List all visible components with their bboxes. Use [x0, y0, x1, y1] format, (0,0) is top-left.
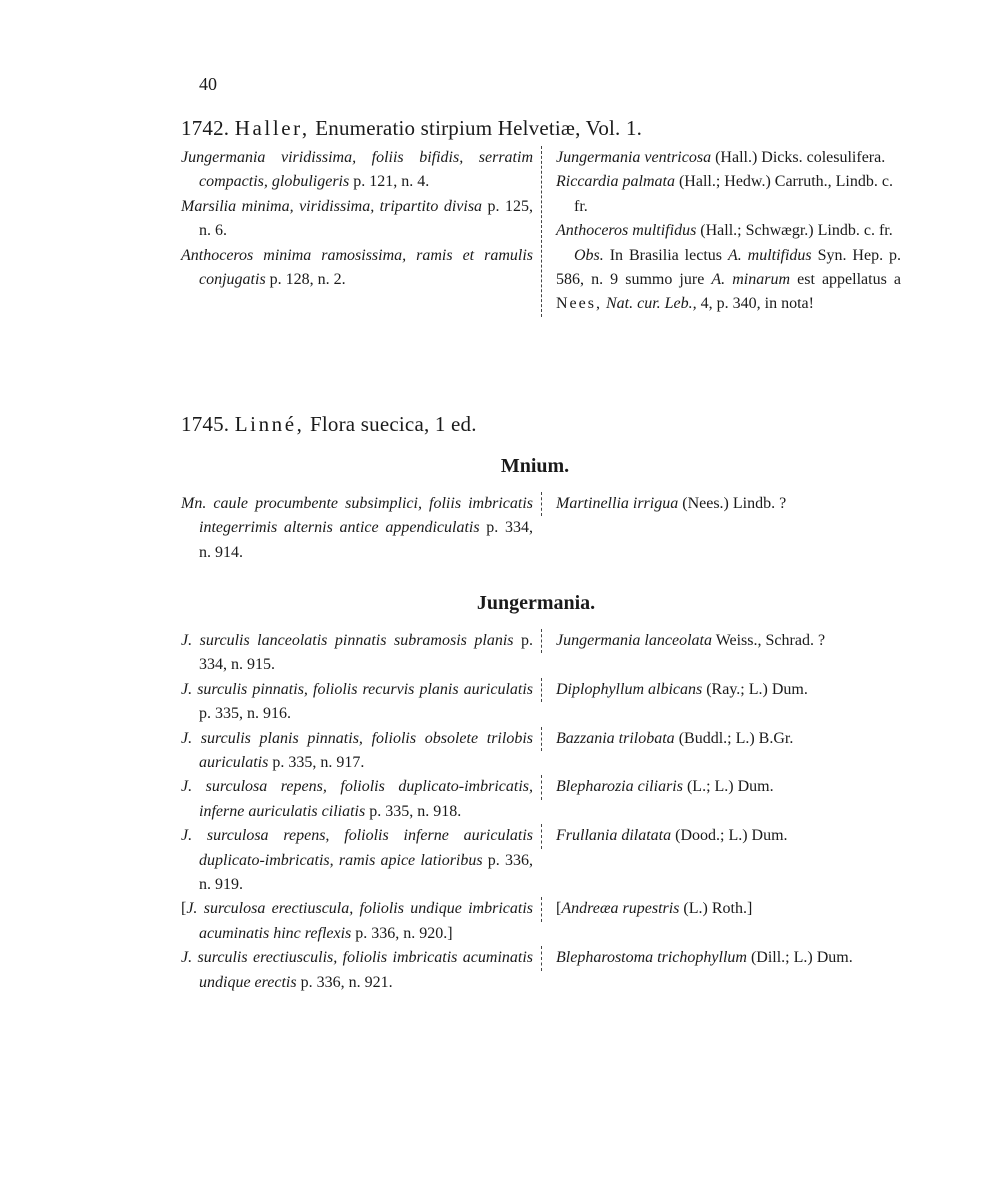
jungermania-row: [181, 727, 901, 776]
obs-text: In Brasilia lectus: [609, 246, 722, 264]
bracket: [: [556, 900, 562, 918]
entry-ref: p. 336, n. 919.: [199, 851, 533, 894]
entry-ref: p. 334, n. 915.: [199, 632, 534, 674]
linne-year: 1745.: [181, 412, 230, 436]
entry-latin: J. surculis planis pinnatis, foliolis obsolete trilobis auriculatis: [181, 729, 533, 772]
entry-latin: J. surculis erectiusculis, foliolis imbricatis acuminatis undique erectis: [181, 949, 533, 991]
species-authority: (Ray.; L.) Dum.: [706, 680, 808, 698]
entry-latin: J. surculis lanceolatis pinnatis subramosis planis: [181, 632, 514, 649]
species-name: Martinellia irrigua: [556, 495, 679, 512]
jungermania-row: [181, 678, 901, 727]
species-name: Riccardia palmata: [556, 173, 675, 191]
entry-ref: p. 128, n. 2.: [269, 271, 346, 289]
jungermania-row: [181, 946, 901, 995]
entry-latin: J. surculosa repens, foliolis inferne auriculatis duplicato-imbricatis, ramis apice latioribus: [181, 827, 533, 869]
species-authority: (L.; L.) Dum.: [686, 778, 774, 796]
entry-latin: Jungermania viridissima, foliis bifidis, serratim compactis, globuligeris: [181, 149, 533, 191]
entry-ref: p. 334, n. 914.: [199, 519, 533, 561]
obs-author: Nees,: [556, 295, 602, 313]
obs-name: A. minarum: [711, 271, 791, 289]
mnium-title: Mnium.: [500, 455, 570, 477]
species-authority: (Dood.; L.) Dum.: [675, 827, 788, 845]
entry-ref: p. 125, n. 6.: [199, 197, 534, 240]
mnium-left-entry: [181, 492, 533, 565]
jungermania-block: [181, 629, 901, 995]
obs-text: 4, p. 340, in nota!: [700, 295, 814, 313]
species-name: Anthoceros multifidus: [556, 222, 697, 240]
haller-left-entry: [181, 195, 533, 244]
haller-title: Enumeratio stirpium Helvetiæ, Vol. 1.: [315, 116, 643, 140]
obs-name: A. multifidus: [727, 246, 812, 264]
haller-author: Haller,: [234, 116, 310, 140]
linne-heading: [181, 412, 477, 437]
entry-ref: p. 335, n. 918.: [369, 802, 462, 820]
haller-right-entry: [556, 219, 901, 243]
species-name: Bazzania trilobata: [556, 729, 675, 747]
mnium-right-entry: [541, 492, 901, 516]
haller-right-entry: [556, 146, 901, 170]
haller-left-entry: [181, 146, 533, 195]
species-name: Andreæa rupestris: [561, 900, 680, 918]
species-authority: (Nees.) Lindb. ?: [682, 495, 787, 512]
linne-title: Flora suecica, 1 ed.: [310, 412, 477, 436]
species-authority: (Hall.) Dicks. colesulifera.: [715, 149, 886, 166]
species-authority: (Hall.; Schwægr.) Lindb. c. fr.: [700, 222, 893, 240]
entry-ref: p. 335, n. 917.: [272, 754, 365, 772]
entry-latin: J. surculis pinnatis, foliolis recurvis planis auriculatis: [181, 680, 533, 698]
haller-left-column: [181, 146, 533, 292]
species-name: Blepharostoma trichophyllum: [556, 949, 747, 967]
haller-year: 1742.: [181, 116, 230, 140]
haller-right-entry: [556, 170, 901, 219]
page-number: 40: [199, 74, 217, 94]
entry-ref: p. 336, n. 921.: [300, 973, 393, 991]
mnium-row: [181, 492, 901, 565]
entry-latin: Marsilia minima, viridissima, tripartito divisa: [181, 197, 483, 215]
jungermania-row: [181, 824, 901, 897]
species-name: Jungermania lanceolata: [556, 632, 712, 649]
linne-author: Linné,: [234, 412, 305, 436]
obs-text: Syn. Hep. p. 586, n. 9 summo jure: [556, 246, 902, 289]
obs-label: Obs.: [574, 246, 604, 264]
haller-heading: [181, 116, 642, 141]
entry-ref: p. 335, n. 916.: [199, 705, 291, 723]
bracket: [: [181, 900, 187, 918]
obs-journal: Nat. cur. Leb.,: [605, 295, 697, 313]
mnium-block: [181, 492, 901, 565]
jungermania-row: [181, 775, 901, 824]
species-name: Diplophyllum albicans: [556, 680, 703, 698]
species-authority: (L.) Roth.]: [683, 900, 753, 918]
species-name: Blepharozia ciliaris: [556, 778, 683, 796]
species-authority: Weiss., Schrad. ?: [715, 632, 826, 649]
entry-latin: Anthoceros minima ramosissima, ramis et ramulis conjugatis: [181, 246, 533, 289]
haller-block: [181, 146, 901, 317]
entry-latin: Mn. caule procumbente subsimplici, foliis imbricatis integerrimis alternis antice appendiculatis: [181, 495, 533, 537]
jungermania-title: Jungermania.: [476, 592, 596, 614]
entry-ref: p. 336, n. 920.]: [355, 924, 453, 942]
jungermania-row: [181, 897, 901, 946]
species-authority: (Buddl.; L.) B.Gr.: [678, 729, 794, 747]
species-name: Frullania dilatata: [556, 827, 672, 845]
jungermania-row: [181, 629, 901, 678]
entry-latin: J. surculosa erectiuscula, foliolis undique imbricatis acuminatis hinc reflexis: [186, 900, 533, 942]
species-name: Jungermania ventricosa: [556, 149, 712, 166]
haller-obs-note: [556, 244, 901, 317]
species-authority: (Hall.; Hedw.) Carruth., Lindb. c. fr.: [574, 173, 893, 215]
entry-ref: p. 121, n. 4.: [353, 173, 430, 191]
obs-text: est appellatus a: [797, 271, 902, 289]
haller-left-entry: [181, 244, 533, 293]
species-authority: (Dill.; L.) Dum.: [750, 949, 853, 967]
haller-right-column: [541, 146, 901, 317]
entry-latin: J. surculosa repens, foliolis duplicato-imbricatis, inferne auriculatis ciliatis: [181, 778, 533, 820]
